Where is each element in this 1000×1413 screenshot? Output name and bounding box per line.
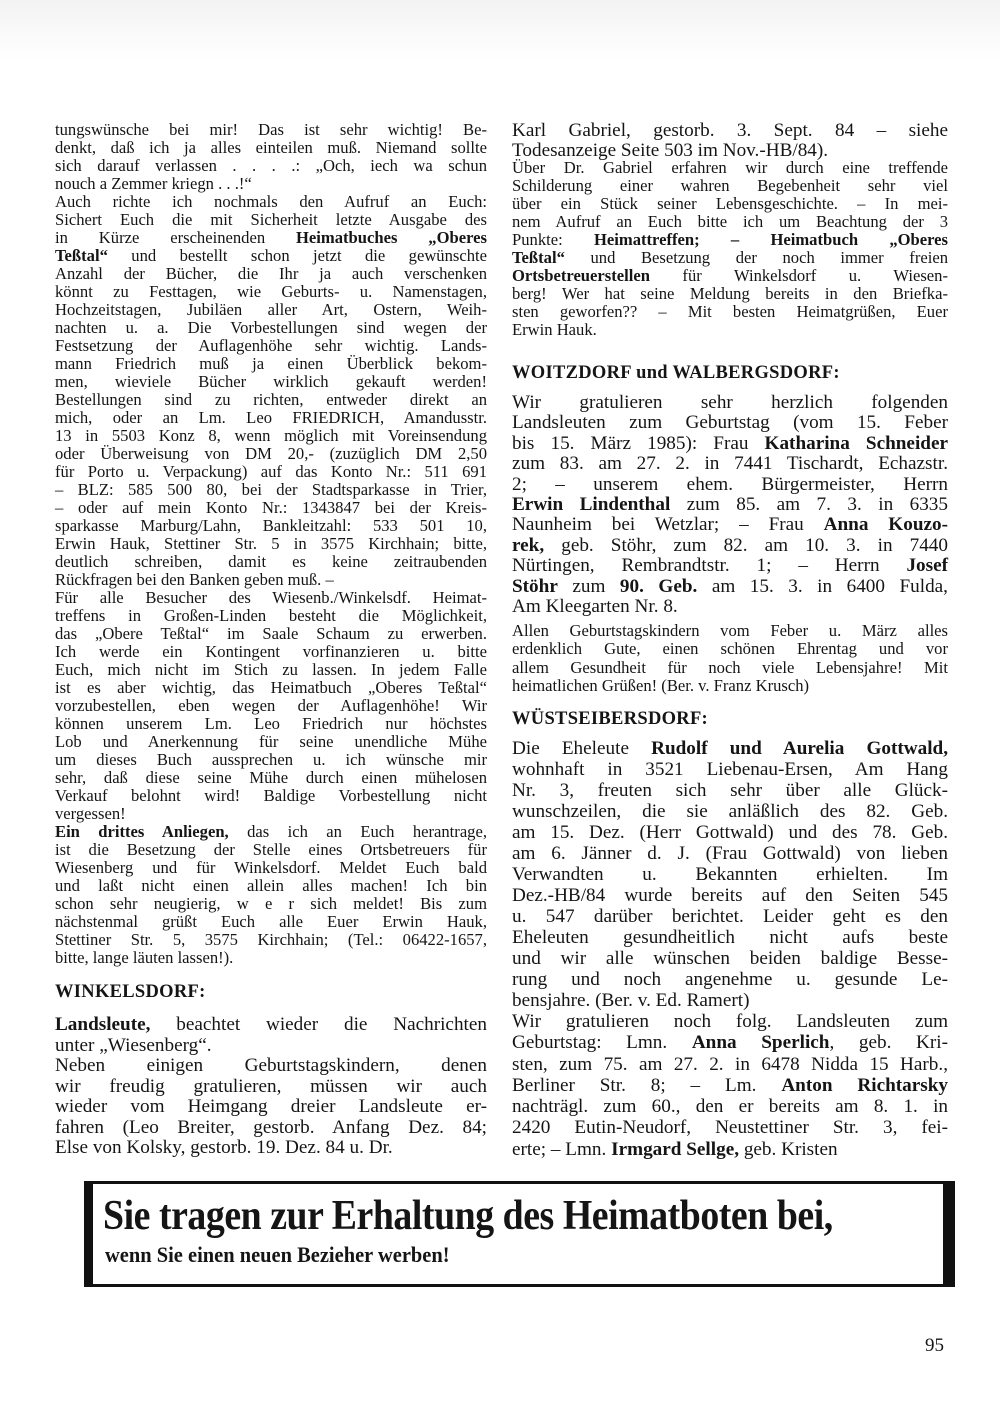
text-line (512, 515, 948, 535)
text-line (512, 597, 948, 617)
text: das ich an Euch herantrage, (228, 822, 487, 841)
text: um dieses Buch aussprechen u. ich wünsche mir (55, 750, 487, 769)
text-line (55, 697, 487, 715)
text-line (55, 1077, 487, 1098)
bold-text: Teßtal“ (512, 248, 565, 267)
text: Naunheim bei Wetzlar; – Frau (512, 514, 824, 536)
bold-text: Erwin Lindenthal (512, 494, 671, 516)
text-line (512, 780, 948, 801)
bold-text: Josef (906, 555, 948, 577)
bold-text: Anton Richtarsky (781, 1074, 948, 1096)
paragraph (512, 121, 948, 161)
text: Landsleuten zum Geburtstag (vom 15. Feber (512, 412, 948, 434)
text-line (55, 625, 487, 643)
text-line (55, 427, 487, 445)
text-line (512, 213, 948, 231)
bold-text: Teßtal“ (55, 246, 108, 265)
text-line (55, 463, 487, 481)
text-line (55, 751, 487, 769)
text: und wir alle wünschen beiden baldige Besse- (512, 948, 948, 969)
text-line (512, 843, 948, 864)
text: zum (557, 575, 620, 597)
text-line (55, 1138, 487, 1159)
paragraph (512, 1011, 948, 1160)
article-winkelsdorf (55, 1015, 487, 1159)
text: beachtet wieder die Nachrichten (150, 1014, 487, 1035)
text: wir freudig gratulieren, müssen wir auch (55, 1075, 487, 1097)
text: 2420 Eutin-Neudorf, Neustettiner Str. 3, fei- (512, 1117, 948, 1139)
text: und laßt nicht einen allein alles machen! Ich bin (55, 876, 487, 895)
text-line (55, 733, 487, 751)
text: könnt zu Festtagen, wie Geburts- u. Namenstagen, (55, 282, 487, 301)
text: mann Friedrich muß ja einen Überblick bekom- (55, 354, 487, 373)
text-line (512, 759, 948, 780)
text: – BLZ: 585 500 80, bei der Stadtsparkasse in Trier, (55, 480, 487, 499)
text: für Porto u. Verpackung) auf das Konto Nr.: 511 691 (55, 462, 487, 481)
paragraph (55, 823, 487, 967)
text: treffens in Großen-Linden besteht die Möglichkeit, (55, 606, 487, 625)
section-heading-wuestseibersdorf: WÜSTSEIBERSDORF: (512, 709, 709, 729)
text: ist es aber wichtig, das Heimatbuch „Oberes Teßtal“ (55, 678, 487, 697)
text-line (55, 355, 487, 373)
text-line (55, 769, 487, 787)
text-line (512, 475, 948, 495)
text-line (55, 265, 487, 283)
text: nachten u. a. Die Vorbestellungen sind wegen der (55, 318, 487, 337)
text-line (55, 409, 487, 427)
text: wohnhaft in 3521 Liebenau-Ersen, Am Hang (512, 759, 948, 780)
text-line (512, 195, 948, 213)
text: sich darauf verlassen . . . .: „Och, iech wa schun (55, 156, 487, 175)
text-line (55, 283, 487, 301)
article-intro (55, 121, 487, 967)
advertisement-banner (84, 1181, 955, 1287)
text-line (55, 931, 487, 949)
bold-text: Stöhr (512, 575, 558, 597)
text: geb. Stöhr, zum 82. am 10. 3. in 7440 (544, 534, 948, 556)
text: fahren (Leo Breiter, gestorb. Anfang Dez. 84; (55, 1116, 487, 1138)
text: und bestellt schon jetzt die gewünschte (107, 246, 487, 265)
text-line (512, 948, 948, 969)
text-line (55, 229, 487, 247)
bold-text: Anna Sperlich (691, 1032, 830, 1054)
text: Wir gratulieren noch folg. Landsleuten zum (512, 1011, 948, 1032)
text: 2; – unserem ehem. Bürgermeister, Herrn (512, 473, 948, 495)
paragraph (55, 1015, 487, 1056)
text-line (512, 495, 948, 515)
text-line (512, 677, 948, 695)
bold-text: 90. Geb. (619, 575, 698, 597)
bold-text: Heimatbuches „Oberes (296, 228, 487, 247)
text: geb. Kristen (739, 1138, 838, 1160)
bold-text: Irmgard Sellge, (611, 1138, 740, 1160)
text-line (55, 823, 487, 841)
text-line (512, 393, 948, 413)
bold-text: Anna Kouzo- (823, 514, 948, 536)
text: erte; – Lmn. (512, 1138, 612, 1160)
text: Nürtingen, Rembrandtstr. 1; – Herrn (512, 555, 907, 577)
text-line (512, 1096, 948, 1117)
text-line (55, 517, 487, 535)
text-line (55, 679, 487, 697)
text-line (512, 267, 948, 285)
text-line (55, 859, 487, 877)
text-line (55, 445, 487, 463)
text: Anzahl der Bücher, die Ihr ja auch verschenken (55, 264, 487, 283)
text: können unserem Lm. Leo Friedrich nur höchstes (55, 714, 487, 733)
article-allen (512, 622, 948, 695)
bold-text: Ein drittes Anliegen, (55, 822, 229, 841)
text-line (55, 301, 487, 319)
text-line (55, 895, 487, 913)
text-line (55, 391, 487, 409)
text-line (512, 885, 948, 906)
text-line (512, 659, 948, 677)
text: u. 547 darüber berichtet. Leider geht es den (512, 906, 948, 927)
text: Die Eheleute (512, 738, 652, 759)
text-line (512, 864, 948, 885)
text: Schilderung einer wahren Begebenheit sehr viel (512, 176, 948, 195)
text: Auch richte ich nochmals den Aufruf an Euch: (55, 192, 487, 211)
text-line (512, 906, 948, 927)
text: Eheleuten gesundheitlich nicht aufs beste (512, 927, 948, 948)
text-line (512, 640, 948, 658)
text-line (55, 1015, 487, 1036)
text-line (55, 643, 487, 661)
text-line (512, 969, 948, 990)
text-line (55, 787, 487, 805)
text: men, wieviele Bücher wirklich gekauft werden! (55, 372, 487, 391)
text: zum 83. am 27. 2. in 7441 Tischardt, Echazstr. (512, 453, 948, 475)
text-line (55, 121, 487, 139)
text: am 6. Jänner d. J. (Frau Gottwald) von lieben (512, 843, 948, 864)
text-line (512, 622, 948, 640)
text: Wiesenberg und für Winkelsdorf. Meldet Euch bald (55, 858, 487, 877)
text-line (512, 159, 948, 177)
text: sten, zum 75. am 27. 2. in 6478 Nidda 15 Harb., (512, 1053, 948, 1075)
text: Karl Gabriel, gestorb. 3. Sept. 84 – siehe (512, 120, 948, 141)
text: unter „Wiesenberg“. (55, 1034, 212, 1056)
text: vorzubestellen, eben wegen der Auflagenhöhe! Wir (55, 696, 487, 715)
text: Ich werde ein Kontingent vorfinanzieren u. bitte (55, 642, 487, 661)
text-line (512, 801, 948, 822)
article-birthday-list (512, 1011, 948, 1160)
text: Für alle Besucher des Wiesenb./Winkelsdf. Heimat- (55, 588, 487, 607)
text-line (55, 715, 487, 733)
paragraph (512, 622, 948, 695)
text-line (512, 231, 948, 249)
banner-title: Sie tragen zur Erhaltung des Heimatboten bei, (103, 1193, 833, 1239)
text: Rückfragen bei den Banken geben muß. – (55, 570, 334, 589)
text: vergessen! (55, 804, 126, 823)
bold-text: Heimattreffen; – Heimatbuch „Oberes (593, 230, 948, 249)
text-line (512, 1117, 948, 1138)
text: denkt, daß ich ja alles einteilen muß. Niemand sollte (55, 138, 487, 157)
text-line (55, 535, 487, 553)
text-line (512, 413, 948, 433)
text: bensjahre. (Ber. v. Ed. Ramert) (512, 990, 750, 1011)
bold-text: Katharina Schneider (764, 432, 948, 454)
text: Else von Kolsky, gestorb. 19. Dez. 84 u. Dr. (55, 1137, 393, 1158)
text-line (55, 211, 487, 229)
text-line (55, 193, 487, 211)
text: nachträgl. zum 60., den er bereits am 8. 1. in (512, 1096, 948, 1118)
text: Punkte: (512, 230, 594, 249)
section-heading-woitzdorf: WOITZDORF und WALBERGSDORF: (512, 363, 840, 383)
text-line (55, 877, 487, 895)
paragraph (512, 738, 948, 1011)
text-line (512, 556, 948, 576)
text: Nr. 3, freuten sich sehr über alle Glück- (512, 780, 948, 801)
text-line (512, 927, 948, 948)
text: Dez.-HB/84 wurde bereits auf den Seiten 545 (512, 885, 948, 906)
text-line (512, 1032, 948, 1053)
banner-subtitle: wenn Sie einen neuen Bezieher werben! (105, 1242, 450, 1267)
text-line (55, 1118, 487, 1139)
text-line (512, 285, 948, 303)
text: nouch a Zemmer kriegn . . .!“ (55, 174, 252, 193)
text: wieder vom Heimgang dreier Landsleute er- (55, 1096, 487, 1117)
article-karl-gabriel (512, 121, 948, 161)
text-line (55, 175, 487, 193)
bold-text: Landsleute, (55, 1014, 151, 1035)
text: Verkauf belohnt wird! Baldige Vorbestellung nicht (55, 786, 487, 805)
text: bitte, lange läuten lassen!). (55, 948, 234, 967)
text: ist die Besetzung der Stelle eines Ortsbetreuers für (55, 840, 487, 859)
text-line (55, 481, 487, 499)
article-woitzdorf (512, 393, 948, 617)
bold-text: Ortsbetreuerstellen (512, 266, 650, 285)
text: das „Obere Teßtal“ im Saale Schaum zu erwerben. (55, 624, 487, 643)
text: mich, oder an Lm. Leo FRIEDRICH, Amandusstr. (55, 408, 487, 427)
scan-edge-shading (0, 0, 1000, 60)
text: berg! Wer hat seine Meldung bereits in den Briefka- (512, 284, 948, 303)
text-line (55, 373, 487, 391)
text: Neben einigen Geburtstagskindern, denen (55, 1055, 487, 1076)
text: Festsetzung der Auflagenhöhe sehr wichtig. Lands- (55, 336, 487, 355)
text-line (55, 949, 487, 967)
paragraph (55, 589, 487, 823)
paragraph (55, 121, 487, 193)
text-line (55, 139, 487, 157)
bold-text: Rudolf und Aurelia Gottwald, (651, 738, 949, 759)
text-line (55, 1056, 487, 1077)
text: am 15. Dez. (Herr Gottwald) und des 78. Geb. (512, 822, 948, 843)
text: und Besetzung der noch immer freien (564, 248, 948, 267)
text: für Winkelsdorf u. Wiesen- (649, 266, 948, 285)
text-line (512, 822, 948, 843)
paragraph (55, 1056, 487, 1159)
text-line (55, 499, 487, 517)
text: Berliner Str. 8; – Lm. (512, 1074, 782, 1096)
text: , geb. Kri- (829, 1032, 948, 1054)
text-line (55, 841, 487, 859)
text: Allen Geburtstagskindern vom Feber u. März alles (512, 621, 948, 640)
text: sehr, daß diese seine Mühe durch einen mühelosen (55, 768, 487, 787)
article-wuestseibersdorf (512, 738, 948, 1011)
text: Hochzeitstagen, Jubiläen aller Art, Ostern, Weih- (55, 300, 487, 319)
text: Bestellungen sind zu richten, entweder direkt an (55, 390, 487, 409)
text: Wir gratulieren sehr herzlich folgenden (512, 392, 948, 413)
text: heimatlichen Grüßen! (Ber. v. Franz Krusch) (512, 675, 810, 695)
text: Über Dr. Gabriel erfahren wir durch eine treffende (512, 158, 948, 177)
text: erdenklich Gute, einen schönen Ehrentag und vor (512, 639, 948, 659)
text-line (512, 536, 948, 556)
text: Todesanzeige Seite 503 im Nov.-HB/84). (512, 140, 829, 161)
text: wunschzeilen, die sie anläßlich des 82. Geb. (512, 801, 948, 822)
paragraph (512, 159, 948, 339)
bold-text: rek, (512, 534, 545, 556)
text-line (512, 177, 948, 195)
text-line (512, 121, 948, 141)
text-line (55, 337, 487, 355)
text-line (55, 913, 487, 931)
text-line (55, 805, 487, 823)
text: nächstenmal grüßt Euch alle Euer Erwin Hauk, (55, 912, 487, 931)
article-dr-gabriel (512, 159, 948, 339)
text-line (512, 738, 948, 759)
text: zum 85. am 7. 3. in 6335 (670, 494, 948, 516)
text-line (512, 1011, 948, 1032)
text: sten geworfen?? – Mit besten Heimatgrüßen, Euer (512, 302, 948, 321)
text: Am Kleegarten Nr. 8. (512, 596, 678, 618)
text-line (512, 434, 948, 454)
text-line (55, 571, 487, 589)
text-line (512, 1075, 948, 1096)
text: am 15. 3. in 6400 Fulda, (697, 575, 948, 597)
text-line (512, 990, 948, 1011)
text: Erwin Hauk. (512, 320, 597, 339)
text: Sichert Euch die mit Sicherheit letzte Ausgabe des (55, 210, 487, 229)
text: schon sehr neugierig, w e r sich meldet! Bis zum (55, 894, 487, 913)
text: über ein Stück seiner Lebensgeschichte. – In mei- (512, 194, 948, 213)
text: nem Aufruf an Euch bitte ich um Beachtung der 3 (512, 212, 948, 231)
text-line (55, 319, 487, 337)
text: allem Gesundheit für noch viele Lebensjahre! Mit (512, 657, 948, 677)
text-line (55, 553, 487, 571)
text-line (512, 321, 948, 339)
text: sparkasse Marburg/Lahn, Bankleitzahl: 533 501 10, (55, 516, 487, 535)
text-line (55, 661, 487, 679)
text-line (512, 577, 948, 597)
text: Stettiner Str. 5, 3575 Kirchhain; (Tel.: 06422-1657, (55, 930, 487, 949)
text-line (55, 607, 487, 625)
text: – oder auf mein Konto Nr.: 1343847 bei der Kreis- (55, 498, 487, 517)
text-line (512, 1139, 948, 1160)
text: in Kürze erscheinenden (55, 228, 297, 247)
text-line (55, 157, 487, 175)
text: deutlich schreiben, damit es keine zeitraubenden (55, 552, 487, 571)
text: Erwin Hauk, Stettiner Str. 5 in 3575 Kirchhain; bitte, (55, 534, 487, 553)
text: bis 15. März 1985): Frau (512, 432, 765, 454)
text: tungswünsche bei mir! Das ist sehr wichtig! Be- (55, 120, 487, 139)
text: 13 in 5503 Konz 8, wenn möglich mit Voreinsendung (55, 426, 487, 445)
paragraph (55, 193, 487, 589)
text-line (512, 1054, 948, 1075)
text-line (512, 249, 948, 267)
text-line (55, 1097, 487, 1118)
text-line (55, 247, 487, 265)
text-line (55, 1036, 487, 1057)
text: Euch, mich nicht im Stich zu lassen. In jedem Falle (55, 660, 487, 679)
text: rung und noch angenehme u. gesunde Le- (512, 969, 948, 990)
text: Lob und Anerkennung für seine unendliche Mühe (55, 732, 487, 751)
text: Geburtstag: Lmn. (512, 1032, 692, 1054)
page-number: 95 (925, 1335, 944, 1356)
paragraph (512, 393, 948, 617)
text-line (512, 303, 948, 321)
text: Verwandten u. Bekannten erhielten. Im (512, 864, 948, 885)
text-line (512, 454, 948, 474)
section-heading-winkelsdorf: WINKELSDORF: (55, 982, 206, 1002)
text-line (55, 589, 487, 607)
text: oder Überweisung von DM 20,- (zuzüglich DM 2,50 (55, 444, 487, 463)
